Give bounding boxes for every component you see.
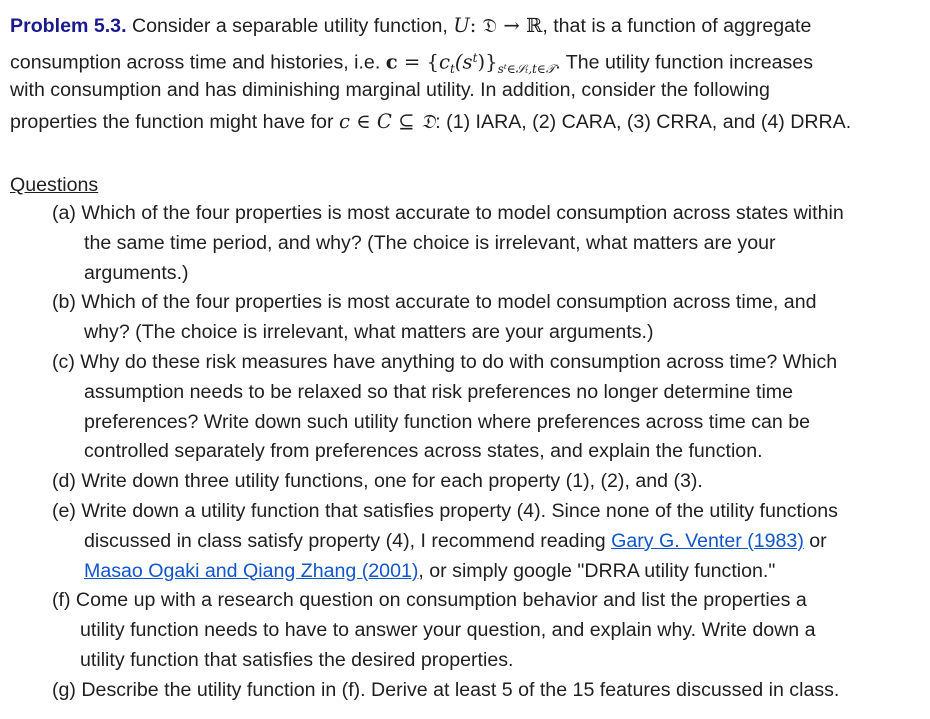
venter-1983-link[interactable]: Gary G. Venter (1983): [611, 529, 804, 552]
question-line: (e) Write down a utility function that satisfies property (4). Since none of the utility functions: [52, 499, 838, 522]
question-f: [52, 586, 922, 675]
utility-mapping: : 𝔇 → ℝ: [469, 14, 543, 37]
equation-superscript: t: [472, 51, 478, 65]
question-line: assumption needs to be relaxed so that risk preferences no longer determine time: [84, 380, 794, 403]
equation-part: )}: [477, 50, 498, 74]
questions-heading: Questions: [10, 174, 99, 196]
equation-subscript: sᵗ∈𝒮ₜ,t∈𝒯: [497, 61, 556, 76]
intro-text: , that is a function of aggregate: [542, 15, 812, 37]
question-line: utility function that satisfies the desired properties.: [80, 648, 514, 671]
equation-part: = {: [397, 50, 439, 74]
question-line: (b) Which of the four properties is most accurate to model consumption across time, and: [52, 291, 817, 314]
intro-line-4: [10, 106, 925, 138]
intro-text: . The utility function increases: [555, 51, 813, 74]
question-line: (f) Come up with a research question on consumption behavior and list the properties a: [52, 589, 807, 612]
question-line: (a) Which of the four properties is most accurate to model consumption across states within: [52, 202, 844, 224]
intro-text: properties the function might have for: [10, 111, 339, 133]
question-line: controlled separately from preferences across states, and explain the function.: [84, 440, 763, 463]
question-line: (c) Why do these risk measures have anything to do with consumption across time? Which: [52, 350, 838, 373]
problem-label: Problem 5.3.: [10, 15, 127, 37]
consumption-vector: c: [385, 50, 398, 74]
question-text: or: [803, 529, 827, 552]
utility-symbol: U: [453, 14, 470, 37]
problem-intro: [10, 10, 925, 138]
question-a: [52, 199, 922, 288]
intro-line-3: with consumption and has diminishing marginal utility. In addition, consider the following: [10, 79, 770, 101]
intro-text: Consider a separable utility function,: [126, 15, 454, 37]
question-g: [52, 676, 922, 706]
intro-text: consumption across time and histories, i.e.: [10, 51, 386, 74]
equation-subscript: t: [449, 61, 455, 76]
question-line: utility function needs to have to answer your question, and explain why. Write down a: [80, 619, 816, 642]
set-expression: c ∈ C ⊆ 𝔇: [338, 110, 436, 133]
question-d: [52, 467, 922, 497]
question-b: [52, 288, 922, 348]
question-e: [52, 497, 922, 586]
question-line: (d) Write down three utility functions, one for each property (1), (2), and (3).: [52, 470, 703, 493]
question-line: (g) Describe the utility function in (f). Derive at least 5 of the 15 features discussed in class.: [52, 678, 840, 701]
question-line: why? (The choice is irrelevant, what matters are your arguments.): [84, 321, 654, 344]
intro-line-1: [10, 10, 925, 42]
question-line: preferences? Write down such utility function where preferences across time can be: [84, 410, 811, 433]
questions-list: [52, 199, 922, 706]
question-text: , or simply google "DRRA utility function.": [418, 559, 776, 582]
question-line: [52, 557, 922, 587]
question-line: [52, 527, 922, 557]
question-line: arguments.): [84, 261, 189, 284]
ogaki-zhang-2001-link[interactable]: Masao Ogaki and Qiang Zhang (2001): [84, 559, 419, 582]
question-text: discussed in class satisfy property (4), I recommend reading: [84, 529, 612, 552]
equation-part: (s: [454, 50, 473, 74]
question-c: [52, 348, 922, 467]
intro-line-2: [10, 42, 925, 74]
question-line: the same time period, and why? (The choice is irrelevant, what matters are your: [84, 231, 776, 254]
intro-text: : (1) IARA, (2) CARA, (3) CRRA, and (4) DRRA.: [435, 111, 852, 133]
equation-part: c: [439, 50, 450, 74]
